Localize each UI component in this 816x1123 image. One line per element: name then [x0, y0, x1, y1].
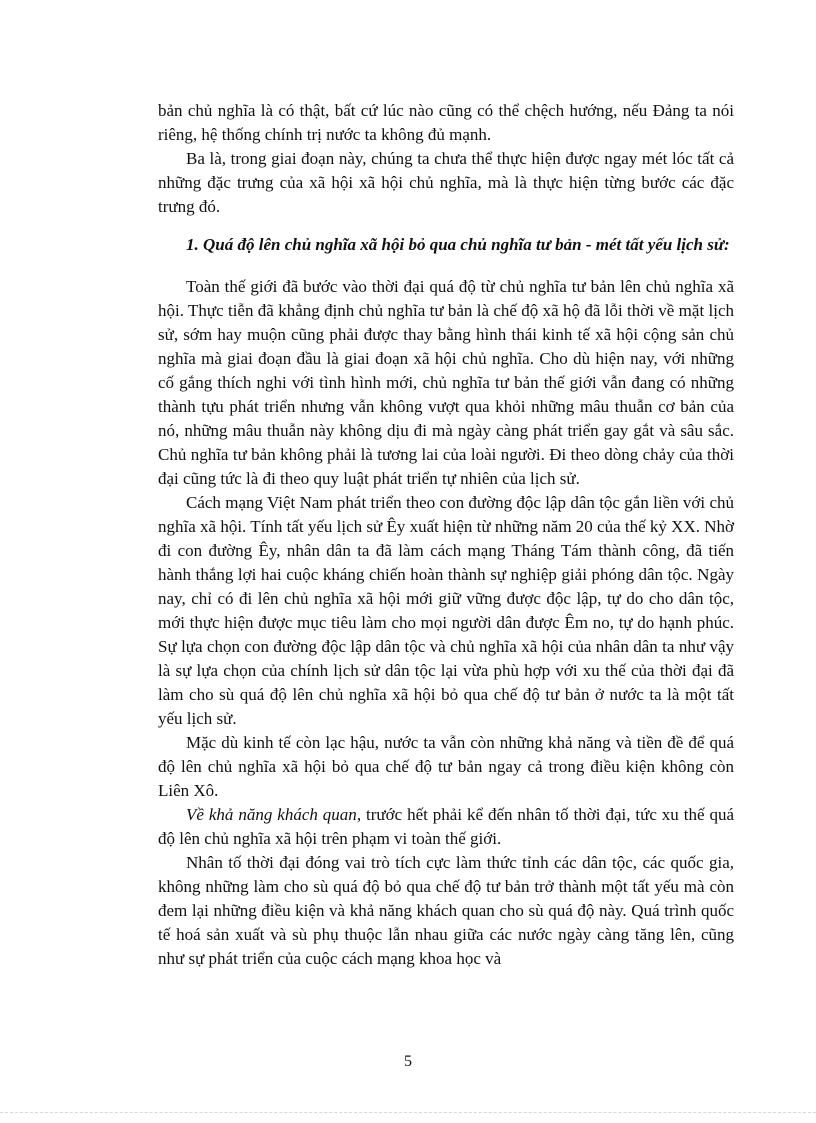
- paragraph-objective-possibility: [158, 803, 734, 851]
- page-body: [158, 99, 734, 971]
- paragraph-continuation-text: , trước hết phải kể đến nhân tố thời đại, tức xu thế quá độ lên chủ nghĩa xã hội trên phạm vi toàn thế giới.: [158, 805, 734, 848]
- paragraph-vietnam-revolution: Cách mạng Việt Nam phát triển theo con đường độc lập dân tộc gắn liền với chủ nghĩa xã hội. Tính tất yếu lịch sử Êy xuất hiện từ những năm 20 của thế kỷ XX. Nhờ đi con đường Êy, nhân dân ta đã làm cách mạng Tháng Tám thành công, đã tiến hành thắng lợi hai cuộc kháng chiến hoàn thành sự nghiệp giải phóng dân tộc. Ngày nay, chỉ có đi lên chủ nghĩa xã hội mới giữ vững được độc lập, tự do cho dân tộc, mới thực hiện được mục tiêu làm cho mọi người dân được Êm no, tự do hạnh phúc. Sự lựa chọn con đường độc lập dân tộc và chủ nghĩa xã hội của nhân dân ta như vậy là sự lựa chọn của chính lịch sử dân tộc lại vừa phù hợp với xu thế của thời đại đã làm cho sù quá độ lên chủ nghĩa xã hội bỏ qua chế độ tư bản ở nước ta là một tất yếu lịch sử.: [158, 493, 734, 728]
- italic-phrase: Về khả năng khách quan: [186, 805, 357, 824]
- paragraph-world-transition: Toàn thế giới đã bước vào thời đại quá độ từ chủ nghĩa tư bản lên chủ nghĩa xã hội. Thực tiễn đã khẳng định chủ nghĩa tư bản là chế độ xã hộ đã lỗi thời về mặt lịch sử, sớm hay muộn cũng phải được thay bằng hình thái kinh tế xã hội cộng sản chủ nghĩa mà giai đoạn đầu là giai đoạn xã hội chủ nghĩa. Cho dù hiện nay, với những cố gắng thích nghi với tình hình mới, chủ nghĩa tư bản thế giới vẫn đang có những thành tựu phát triển nhưng vẫn không vượt qua khỏi những mâu thuẫn cơ bản của nó, những mâu thuẫn này không dịu đi mà ngày càng phát triển gay gắt và sâu sắc. Chủ nghĩa tư bản không phải là tương lai của loài người. Đi theo dòng chảy của thời đại cũng tức là đi theo quy luật phát triển tự nhiên của lịch sử.: [158, 277, 734, 488]
- page-bottom-divider: [0, 1112, 816, 1113]
- paragraph-era-factor: Nhân tố thời đại đóng vai trò tích cực làm thức tỉnh các dân tộc, các quốc gia, không những làm cho sù quá độ bỏ qua chế độ tư bản trở thành một tất yếu mà còn đem lại những điều kiện và khả năng khách quan cho sù quá độ này. Quá trình quốc tế hoá sản xuất và sù phụ thuộc lẫn nhau giữa các nước ngày càng tăng lên, cũng như sự phát triển của cuộc cách mạng khoa học và: [158, 853, 734, 968]
- section-heading: 1. Quá độ lên chủ nghĩa xã hội bỏ qua chủ nghĩa tư bản - mét tất yếu lịch sử:: [186, 235, 730, 254]
- paragraph-possibilities: Mặc dù kinh tế còn lạc hậu, nước ta vẫn còn những khả năng và tiền đề để quá độ lên chủ nghĩa xã hội bỏ qua chế độ tư bản ngay cả trong điều kiện không còn Liên Xô.: [158, 733, 734, 800]
- continuation-paragraph: bản chủ nghĩa là có thật, bất cứ lúc nào cũng có thể chệch hướng, nếu Đảng ta nói riêng, hệ thống chính trị nước ta không đủ mạnh.: [158, 101, 734, 144]
- page-number: 5: [404, 1053, 412, 1070]
- paragraph-ba-la: Ba là, trong giai đoạn này, chúng ta chưa thể thực hiện được ngay mét lóc tất cả những đặc trưng của xã hội xã hội chủ nghĩa, mà là thực hiện từng bước các đặc trưng đó.: [158, 149, 734, 216]
